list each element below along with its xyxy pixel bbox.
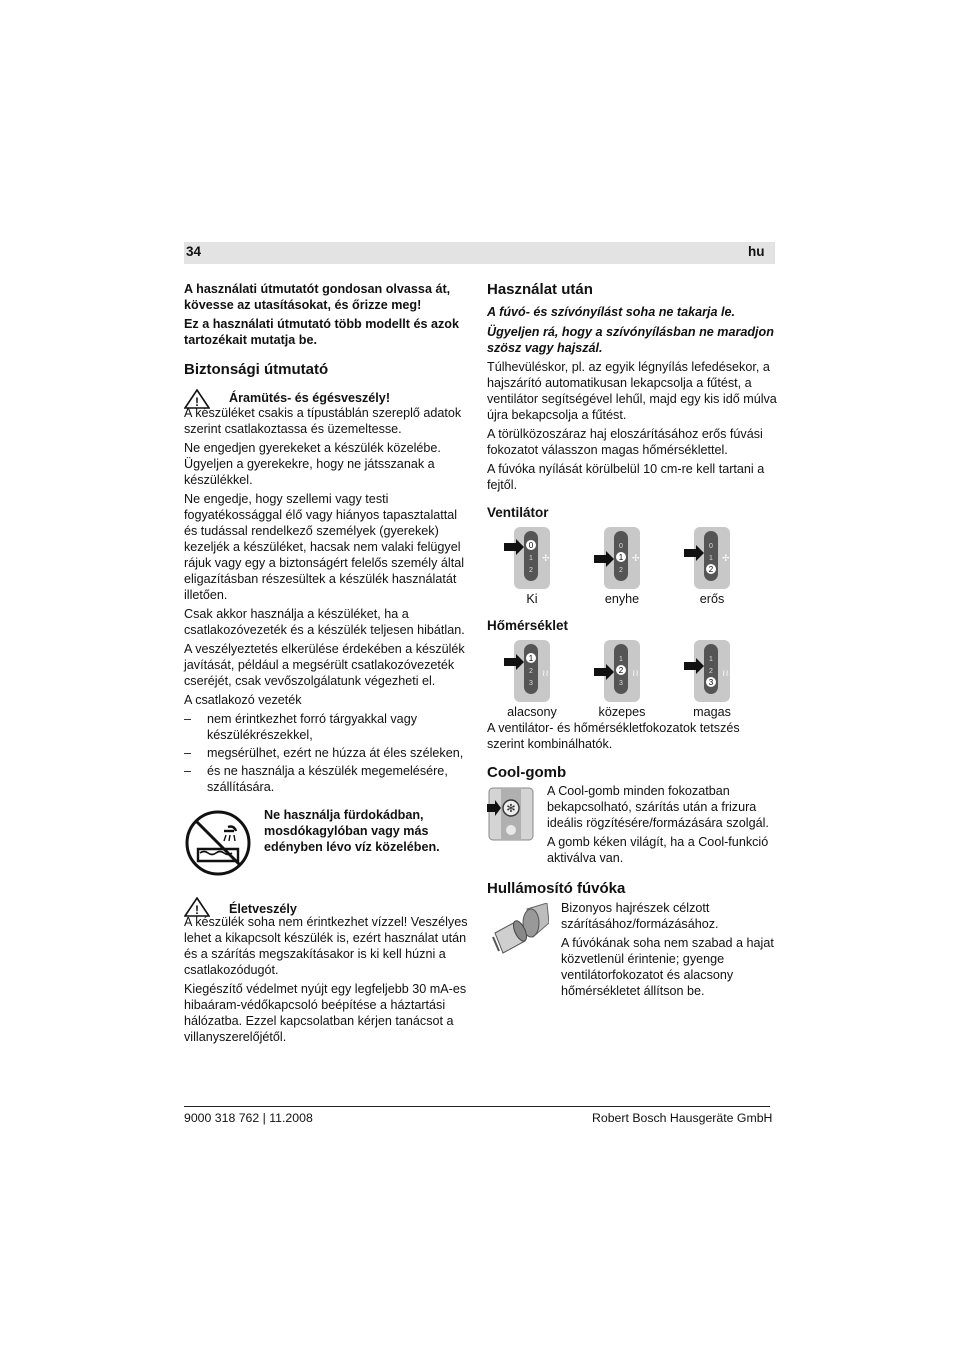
- fan-setting-low: [577, 527, 667, 607]
- after-use-para-2: A törülközoszáraz haj eloszárításához erős fúvási fokozatot válasszon magas hőmérséklettel.: [487, 427, 763, 457]
- page-number: 34: [186, 244, 202, 259]
- fan-switch-icon: [502, 527, 562, 589]
- nozzle-icon: [487, 903, 549, 965]
- safety-title: Biztonsági útmutató: [184, 361, 329, 378]
- right-column: [487, 281, 777, 1002]
- svg-text:!: !: [195, 903, 199, 917]
- temp-switch-icon: [502, 640, 562, 702]
- dial-digit: 2: [619, 567, 623, 574]
- dial-digit: 1: [619, 656, 623, 663]
- dial-digit: 2: [708, 565, 714, 574]
- combine-text: A ventilátor- és hőmérsékletfokozatok tetszés szerint kombinálhatók.: [487, 721, 740, 751]
- dial-digit: 3: [708, 678, 714, 687]
- intro-line-1: A használati útmutatót gondosan olvassa át, kövesse az utasításokat, és őrizze meg!: [184, 282, 451, 312]
- warning2-para-1: A készülék soha nem érintkezhet vízzel! Veszélyes lehet a kikapcsolt készülék is, ezért használat után és a szárítás megszakításakor is ki kell húzni a csatlakozódugót.: [184, 915, 468, 977]
- dial-digit: 1: [709, 555, 713, 562]
- nozzle-block: [487, 903, 777, 1002]
- warning1-para-1: A készüléket csakis a típustáblán szereplő adatok szerint csatlakoztassa és üzemeltesse.: [184, 406, 462, 436]
- temp-title: Hőmérséklet: [487, 618, 569, 633]
- warning1-title: Áramütés- és égésveszély!: [229, 391, 391, 405]
- intro-line-2: Ez a használati útmutató több modellt és azok tartozékait mutatja be.: [184, 317, 460, 347]
- fan-setting-off: [487, 527, 577, 607]
- warning1-para-6: A csatlakozó vezeték: [184, 693, 302, 707]
- footer-divider: [184, 1106, 770, 1107]
- dial-digit: 0: [709, 543, 713, 550]
- temp-switch-icon: [592, 640, 652, 702]
- fan-settings-row: [487, 527, 777, 607]
- dial-digit: 3: [619, 680, 623, 687]
- svg-text:≀≀≀: ≀≀≀: [722, 668, 733, 678]
- bath-warning-text: Ne használja fürdokádban, mosdókagylóban vagy más edényben lévo víz közelében.: [264, 808, 440, 854]
- svg-text:≀≀≀: ≀≀≀: [632, 668, 643, 678]
- dial-digit: 1: [709, 656, 713, 663]
- after-use-para-3: A fúvóka nyílását körülbelül 10 cm-re kell tartani a fejtől.: [487, 462, 765, 492]
- dial-digit: 2: [618, 666, 624, 675]
- warning1-para-3: Ne engedje, hogy szellemi vagy testi fogyatékossággal élő vagy hiányos tapasztalattal és tudással rendelkező személyek (gyerekek) kezeljék a készüléket, hacsak nem valaki felügyel rájuk vagy egy a biztonságért felelős személy által eligazításban részesültek a készülék használatát illetően.: [184, 492, 465, 602]
- temp-setting-low: [487, 640, 577, 720]
- dial-digit: 0: [528, 541, 534, 550]
- temp-label-high: magas: [693, 705, 731, 719]
- nozzle-para-1: Bizonyos hajrészek célzott szárításához/formázásához.: [561, 901, 719, 931]
- warning1-para-2: Ne engedjen gyerekeket a készülék közelébe. Ügyeljen a gyerekekre, hogy ne játsszanak a készülékkel.: [184, 441, 441, 487]
- temp-switch-icon: [682, 640, 742, 702]
- list-item: – nem érintkezhet forró tárgyakkal vagy készülékrészekkel,: [184, 711, 468, 743]
- footer-doc-number: 9000 318 762 | 11.2008: [184, 1111, 313, 1125]
- fan-title: Ventilátor: [487, 505, 549, 520]
- cool-para-1: A Cool-gomb minden fokozatban bekapcsolható, szárítás után a frizura ideális rögzítésére/formázására szolgál.: [547, 784, 769, 830]
- cool-block: [487, 786, 777, 869]
- cool-title: Cool-gomb: [487, 764, 567, 781]
- list-item: – megsérülhet, ezért ne húzza át éles széleken,: [184, 745, 468, 761]
- dial-digit: 1: [528, 654, 534, 663]
- dial-digit: 3: [529, 680, 533, 687]
- after-use-bold-2: Ügyeljen rá, hogy a szívónyílásban ne maradjon szösz vagy hajszál.: [487, 325, 774, 355]
- temp-label-low: alacsony: [507, 705, 557, 719]
- fan-label-high: erős: [699, 592, 725, 606]
- fan-label-off: Ki: [526, 592, 538, 606]
- cool-button-icon: [487, 786, 535, 842]
- svg-text:✻: ✻: [506, 802, 516, 815]
- nozzle-para-2: A fúvókának soha nem szabad a hajat közvetlenül érintenie; gyenge ventilátorfokozatot és alacsony hőmérsékletet állítson be.: [561, 936, 774, 998]
- svg-text:!: !: [195, 395, 199, 409]
- header-bar: [184, 242, 775, 264]
- dial-digit: 1: [618, 553, 624, 562]
- warning2-title: Életveszély: [229, 902, 297, 916]
- footer-company: Robert Bosch Hausgeräte GmbH: [592, 1111, 773, 1125]
- dial-digit: 2: [529, 668, 533, 675]
- dial-digit: 2: [529, 567, 533, 574]
- warning1-para-5: A veszélyeztetés elkerülése érdekében a készülék javítását, például a megsérült csatlakozóvezeték cseréjét, csak vevőszolgálatunk végezheti el.: [184, 642, 465, 688]
- language-code: hu: [748, 244, 765, 259]
- list-item: – és ne használja a készülék megemelésére, szállítására.: [184, 763, 468, 795]
- left-column: [184, 281, 468, 1048]
- cable-list: [184, 711, 468, 795]
- fan-switch-icon: [682, 527, 742, 589]
- dial-digit: 2: [709, 668, 713, 675]
- after-use-para-1: Túlhevüléskor, pl. az egyik légnyílás lefedésekor, a hajszárító automatikusan lekapcsolja a fűtést, a ventilátor segítségével lehűl, majd egy kis idő múlva újra bekapcsolja a fűtést.: [487, 360, 777, 422]
- after-use-bold-1: A fúvó- és szívónyílást soha ne takarja le.: [487, 305, 736, 319]
- svg-text:✢: ✢: [722, 553, 730, 563]
- temp-label-medium: közepes: [598, 705, 646, 719]
- fan-label-low: enyhe: [604, 592, 640, 606]
- svg-text:✢: ✢: [632, 553, 640, 563]
- warning2-para-2: Kiegészítő védelmet nyújt egy legfeljebb 30 mA-es hibaáram-védőkapcsoló beépítése a háztartási hálózatba. Ezzel kapcsolatban kérjen tanácsot a villanyszerelőjétől.: [184, 982, 467, 1044]
- temp-setting-medium: [577, 640, 667, 720]
- fan-setting-high: [667, 527, 757, 607]
- no-bathtub-icon: [184, 809, 252, 877]
- temp-settings-row: [487, 640, 777, 720]
- after-use-title: Használat után: [487, 281, 593, 298]
- bath-warning-block: [184, 809, 468, 877]
- dial-digit: 0: [619, 543, 623, 550]
- dial-digit: 1: [529, 555, 533, 562]
- svg-text:✢: ✢: [542, 553, 550, 563]
- nozzle-title: Hullámosító fúvóka: [487, 880, 626, 897]
- svg-text:≀≀≀: ≀≀≀: [542, 668, 553, 678]
- warning1-para-4: Csak akkor használja a készüléket, ha a csatlakozóvezeték és a készülék teljesen hibátlan.: [184, 607, 465, 637]
- temp-setting-high: [667, 640, 757, 720]
- cool-para-2: A gomb kéken világít, ha a Cool-funkció aktiválva van.: [547, 835, 769, 865]
- fan-switch-icon: [592, 527, 652, 589]
